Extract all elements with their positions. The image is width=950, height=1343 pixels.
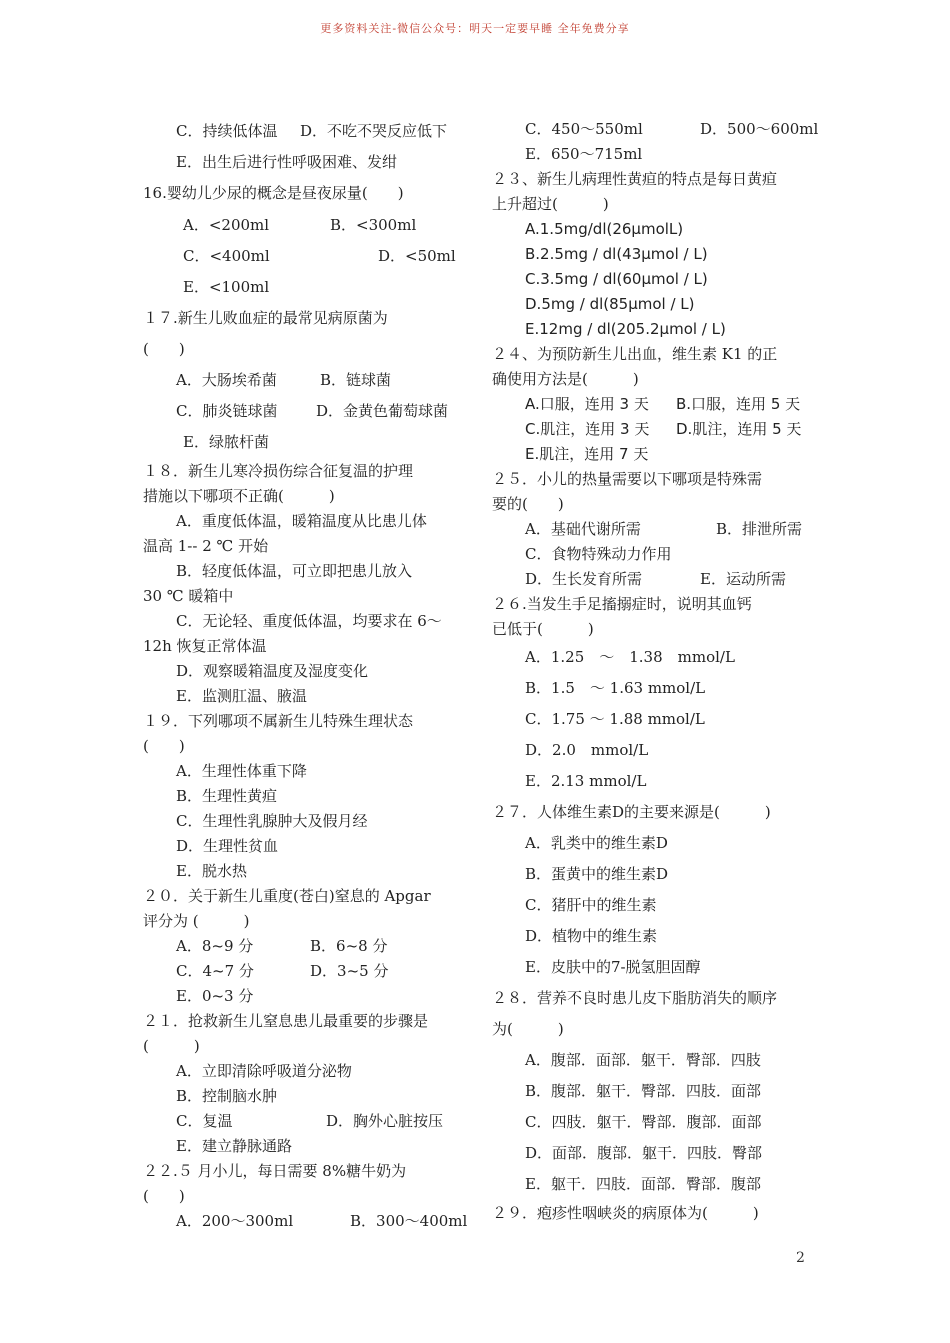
question-text: ２３、新生儿病理性黄疸的特点是每日黄疸 [492, 170, 778, 188]
question-text: B．排泄所需 [716, 520, 803, 538]
question-text: C．<400ml [183, 247, 270, 265]
question-text: ( ) [143, 340, 185, 358]
question-text: A．立即清除呼吸道分泌物 [176, 1062, 352, 1080]
question-text: A．基础代谢所需 [525, 520, 641, 538]
question-text: B.2.5mg / dl(43μmol / L) [525, 245, 708, 263]
question-text: D．胸外心脏按压 [326, 1112, 444, 1130]
question-text: C．无论轻、重度低体温，均要求在 6～ [176, 612, 442, 630]
question-text: B．1.5 ～ 1.63 mmol/L [525, 679, 706, 697]
question-text: ２７．人体维生素D的主要来源是( ) [492, 803, 771, 821]
question-text: C．4~7 分 [176, 962, 254, 980]
question-text: 上升超过( ) [492, 195, 609, 213]
question-text: 要的( ) [492, 495, 564, 513]
question-text: C．持续低体温 [176, 122, 278, 140]
question-text: E．0~3 分 [176, 987, 254, 1005]
question-text: E．脱水热 [176, 862, 247, 880]
question-text: D．3~5 分 [310, 962, 389, 980]
question-text: ２８．营养不良时患儿皮下脂肪消失的顺序 [492, 989, 778, 1007]
question-text: C．肺炎链球菌 [176, 402, 278, 420]
question-text: D．植物中的维生素 [525, 927, 658, 945]
question-text: A．大肠埃希菌 [176, 371, 277, 389]
question-text: E．皮肤中的7-脱氢胆固醇 [525, 958, 701, 976]
question-text: C.肌注，连用 3 天 [525, 420, 650, 438]
question-text: E．绿脓杆菌 [183, 433, 269, 451]
question-text: A．1.25 ～ 1.38 mmol/L [525, 648, 735, 666]
question-text: E．运动所需 [700, 570, 786, 588]
question-text: D.肌注，连用 5 天 [676, 420, 802, 438]
question-text: C．食物特殊动力作用 [525, 545, 672, 563]
question-text: C．猪肝中的维生素 [525, 896, 657, 914]
question-text: C．450～550ml [525, 120, 643, 138]
question-text: ( ) [143, 737, 185, 755]
question-text: １９．下列哪项不属新生儿特殊生理状态 [143, 712, 414, 730]
header-banner: 更多资料关注-微信公众号：明天一定要早睡 全年免费分享 [320, 22, 630, 35]
question-text: A．<200ml [183, 216, 270, 234]
question-text: D．生理性贫血 [176, 837, 279, 855]
question-text: E．监测肛温、腋温 [176, 687, 307, 705]
question-text: D．<50ml [378, 247, 456, 265]
question-text: 确使用方法是( ) [492, 370, 639, 388]
question-text: D.5mg / dl(85μmol / L) [525, 295, 695, 313]
question-text: D．2.0 mmol/L [525, 741, 649, 759]
question-text: A．重度低体温，暖箱温度从比患儿体 [176, 512, 427, 530]
page-number: 2 [796, 1250, 805, 1266]
question-text: 16.婴幼儿少尿的概念是昼夜尿量( ) [143, 184, 404, 202]
question-text: D．500～600ml [700, 120, 819, 138]
question-text: A．8~9 分 [176, 937, 254, 955]
question-text: 为( ) [492, 1020, 564, 1038]
question-text: B．链球菌 [320, 371, 392, 389]
question-text: ( ) [143, 1187, 185, 1205]
question-text: B．6~8 分 [310, 937, 388, 955]
question-text: D．观察暖箱温度及湿度变化 [176, 662, 369, 680]
question-text: 措施以下哪项不正确( ) [143, 487, 335, 505]
question-text: B．轻度低体温，可立即把患儿放入 [176, 562, 413, 580]
question-text: ２６.当发生手足搐搦症时，说明其血钙 [492, 595, 752, 613]
question-text: C．1.75 ～ 1.88 mmol/L [525, 710, 705, 728]
question-text: B．300～400ml [350, 1212, 468, 1230]
question-text: A．腹部．面部．躯干．臀部．四肢 [525, 1051, 761, 1069]
question-text: ２０．关于新生儿重度(苍白)窒息的 Apgar [143, 887, 431, 905]
question-text: B．<300ml [330, 216, 417, 234]
question-text: C．生理性乳腺肿大及假月经 [176, 812, 368, 830]
question-text: ２１．抢救新生儿窒息患儿最重要的步骤是 [143, 1012, 429, 1030]
question-text: E．2.13 mmol/L [525, 772, 647, 790]
question-text: E.肌注，连用 7 天 [525, 445, 649, 463]
question-text: A．生理性体重下降 [176, 762, 307, 780]
question-text: E．出生后进行性呼吸困难、发绀 [176, 153, 397, 171]
question-text: ２９．疱疹性咽峡炎的病原体为( ) [492, 1204, 759, 1222]
question-text: １８．新生儿寒冷损伤综合征复温的护理 [143, 462, 414, 480]
question-text: ２５．小儿的热量需要以下哪项是特殊需 [492, 470, 763, 488]
question-text: C.3.5mg / dl(60μmol / L) [525, 270, 708, 288]
question-text: 12h 恢复正常体温 [143, 637, 267, 655]
question-text: ２４、为预防新生儿出血，维生素 K1 的正 [492, 345, 778, 363]
question-text: B．蛋黄中的维生素D [525, 865, 669, 883]
question-text: A.1.5mg/dl(26μmolL) [525, 220, 684, 238]
question-text: ( ) [143, 1037, 200, 1055]
question-text: E．650～715ml [525, 145, 643, 163]
question-text: E．<100ml [183, 278, 270, 296]
question-text: 已低于( ) [492, 620, 594, 638]
question-text: D．不吃不哭反应低下 [300, 122, 448, 140]
question-text: C．四肢．躯干．臀部．腹部．面部 [525, 1113, 762, 1131]
question-text: E．躯干．四肢．面部．臀部．腹部 [525, 1175, 761, 1193]
question-text: A．乳类中的维生素D [525, 834, 668, 852]
question-text: C．复温 [176, 1112, 233, 1130]
question-text: D．金黄色葡萄球菌 [316, 402, 449, 420]
question-text: １７.新生儿败血症的最常见病原菌为 [143, 309, 388, 327]
question-text: B．控制脑水肿 [176, 1087, 278, 1105]
question-text: 30 ℃ 暖箱中 [143, 587, 234, 605]
question-text: ２２.５ 月小儿，每日需要 8%糖牛奶为 [143, 1162, 407, 1180]
question-text: A.口服，连用 3 天 [525, 395, 649, 413]
question-text: B．生理性黄疸 [176, 787, 278, 805]
question-text: B.口服，连用 5 天 [676, 395, 801, 413]
question-text: E．建立静脉通路 [176, 1137, 292, 1155]
question-text: 温高 1-- 2 ℃ 开始 [143, 537, 269, 555]
question-text: A．200～300ml [176, 1212, 294, 1230]
question-text: 评分为 ( ) [143, 912, 250, 930]
question-text: D．生长发育所需 [525, 570, 643, 588]
question-text: D．面部．腹部．躯干．四肢．臀部 [525, 1144, 763, 1162]
question-text: E.12mg / dl(205.2μmol / L) [525, 320, 726, 338]
question-text: B．腹部．躯干．臀部．四肢．面部 [525, 1082, 762, 1100]
